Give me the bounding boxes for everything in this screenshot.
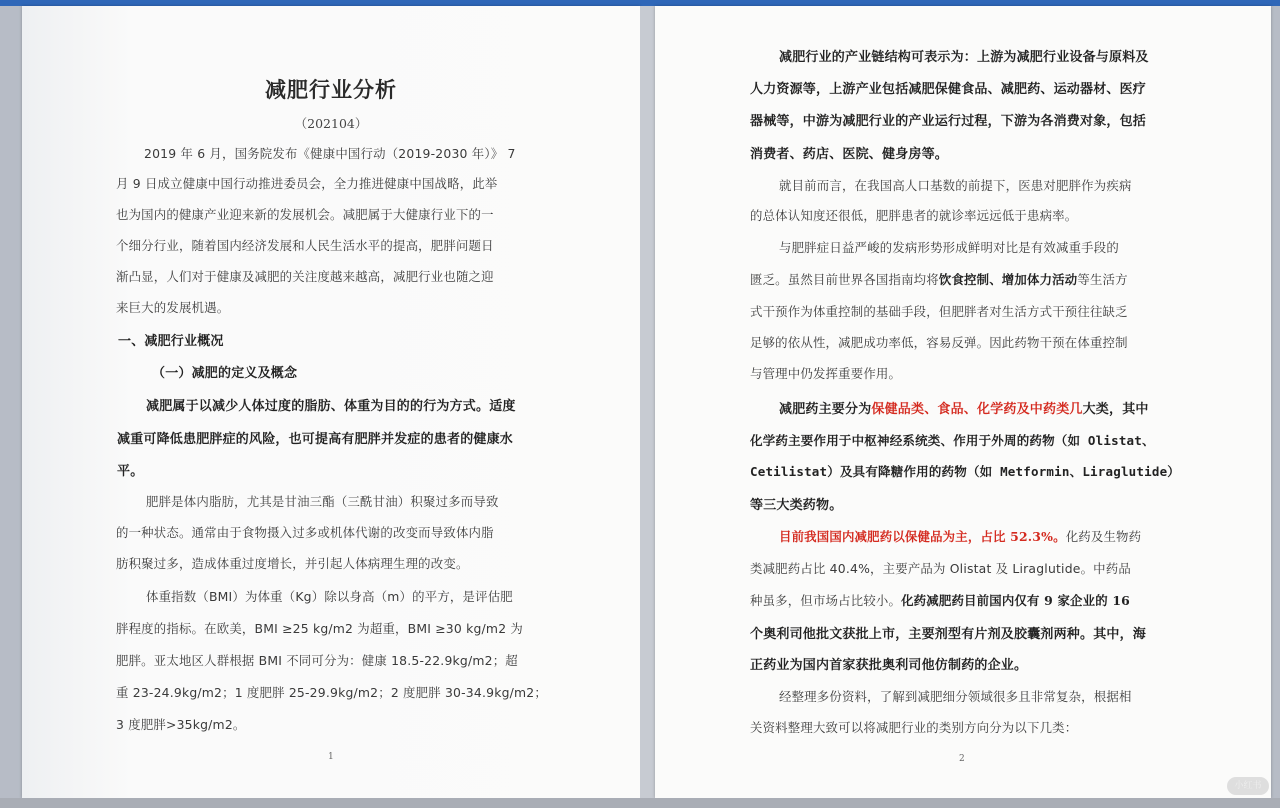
- paragraph-line: 式干预作为体重控制的基础手段，但肥胖者对生活方式干预往往缺乏: [750, 304, 1128, 319]
- paragraph-line-bold: 平。: [117, 464, 144, 479]
- paragraph-line-bold: Cetilistat）及具有降糖作用的药物（如 Metformin、Liraglutide）: [750, 464, 1180, 479]
- document-page-2: [655, 6, 1271, 798]
- page-gutter: [640, 6, 655, 808]
- paragraph-line: 渐凸显，人们对于健康及减肥的关注度越来越高，减肥行业也随之迎: [116, 269, 494, 284]
- document-page-1: [22, 6, 640, 798]
- paragraph-line: [779, 527, 1141, 545]
- paragraph-line: 类减肥药占比 40.4%，主要产品为 Olistat 及 Liraglutide。中药品: [750, 561, 1131, 576]
- text-run: 等生活方: [1077, 272, 1128, 287]
- page-number: 2: [959, 754, 965, 764]
- text-run: 匮乏。虽然目前世界各国指南均将: [750, 272, 939, 287]
- paragraph-line-bold: 化学药主要作用于中枢神经系统类、作用于外周的药物（如 Olistat、: [750, 433, 1155, 448]
- paragraph-line: 肪积聚过多，造成体重过度增长，并引起人体病理生理的改变。: [116, 556, 469, 571]
- paragraph-line: 与肥胖症日益严峻的发病形势形成鲜明对比是有效减重手段的: [779, 240, 1119, 255]
- paragraph-line-bold: 个奥利司他批文获批上市，主要剂型有片剂及胶囊剂两种。其中，海: [750, 627, 1147, 642]
- paragraph-line: [750, 591, 1130, 609]
- paragraph-line: 就目前而言，在我国高人口基数的前提下，医患对肥胖作为疾病: [779, 178, 1132, 193]
- paragraph-line: 的总体认知度还很低，肥胖患者的就诊率远远低于患病率。: [750, 208, 1078, 223]
- paragraph-line: 月 9 日成立健康中国行动推进委员会，全力推进健康中国战略，此举: [116, 176, 498, 191]
- text-run-bold: 大类，其中: [1082, 402, 1149, 417]
- paragraph-line-bold: 人力资源等，上游产业包括减肥保健食品、减肥药、运动器材、医疗: [750, 82, 1147, 97]
- bottom-strip: [0, 798, 1280, 808]
- paragraph-line-bold: 减重可降低患肥胖症的风险，也可提高有肥胖并发症的患者的健康水: [117, 432, 514, 447]
- text-run: 种虽多，但市场占比较小。: [750, 593, 902, 608]
- paragraph-line-bold: 等三大类药物。: [750, 498, 843, 513]
- paragraph-line: 体重指数（BMI）为体重（Kg）除以身高（m）的平方，是评估肥: [146, 589, 513, 604]
- paragraph-line: 足够的依从性，减肥成功率低，容易反弹。因此药物干预在体重控制: [750, 335, 1128, 350]
- paragraph-line: [750, 270, 1128, 288]
- text-run-red: 目前我国国内减肥药以保健品为主，占比 52.3%。: [779, 529, 1066, 544]
- paragraph-line: 关资料整理大致可以将减肥行业的类别方向分为以下几类：: [750, 720, 1078, 735]
- text-run: 化药及生物药: [1065, 529, 1142, 544]
- page-number: 1: [328, 752, 334, 762]
- paragraph-line: 的一种状态。通常由于食物摄入过多或机体代谢的改变而导致体内脂: [116, 525, 494, 540]
- paragraph-line-bold: 器械等，中游为减肥行业的产业运行过程，下游为各消费对象，包括: [750, 114, 1147, 129]
- watermark-badge: 小红书: [1227, 777, 1269, 795]
- paragraph-line: 2019 年 6 月，国务院发布《健康中国行动（2019-2030 年）》 7: [144, 146, 516, 161]
- paragraph-line-bold: 减肥属于以减少人体过度的脂肪、体重为目的的行为方式。适度: [146, 399, 516, 414]
- paragraph-line: 也为国内的健康产业迎来新的发展机会。减肥属于大健康行业下的一: [116, 207, 494, 222]
- text-run-bold: 饮食控制、增加体力活动: [938, 272, 1078, 287]
- text-run-red: 保健品类、食品、化学药及中药类几: [871, 402, 1083, 417]
- paragraph-line: 与管理中仍发挥重要作用。: [750, 366, 902, 381]
- paragraph-line: 3 度肥胖>35kg/m2。: [116, 717, 246, 732]
- paragraph-line: 重 23-24.9kg/m2；1 度肥胖 25-29.9kg/m2；2 度肥胖 30-34.9kg/m2；: [116, 685, 547, 700]
- paragraph-line: 肥胖是体内脂肪，尤其是甘油三酯（三酰甘油）积聚过多而导致: [146, 494, 499, 509]
- text-run-bold: 化药减肥药目前国内仅有 9 家企业的 16: [901, 593, 1130, 608]
- subsection-heading: （一）减肥的定义及概念: [152, 366, 298, 381]
- paragraph-line-bold: 消费者、药店、医院、健身房等。: [750, 147, 949, 162]
- text-run-bold: 减肥药主要分为: [779, 402, 872, 417]
- paragraph-line: 肥胖。亚太地区人群根据 BMI 不同可分为：健康 18.5-22.9kg/m2；超: [116, 653, 518, 668]
- paragraph-line-bold: 减肥行业的产业链结构可表示为：上游为减肥行业设备与原料及: [779, 50, 1149, 65]
- paragraph-line-bold: 正药业为国内首家获批奥利司他仿制药的企业。: [750, 658, 1028, 673]
- document-title: 减肥行业分析: [265, 77, 397, 102]
- paragraph-line: 个细分行业，随着国内经济发展和人民生活水平的提高，肥胖问题日: [116, 238, 494, 253]
- document-date: （202104）: [294, 116, 368, 131]
- paragraph-line: 胖程度的指标。在欧美，BMI ≥25 kg/m2 为超重，BMI ≥30 kg/m2 为: [116, 621, 524, 636]
- paragraph-line: 经整理多份资料，了解到减肥细分领域很多且非常复杂，根据相: [779, 689, 1132, 704]
- paragraph-line-bold: [779, 398, 1149, 417]
- paragraph-line: 来巨大的发展机遇。: [116, 300, 230, 315]
- section-heading: 一、减肥行业概况: [118, 334, 224, 349]
